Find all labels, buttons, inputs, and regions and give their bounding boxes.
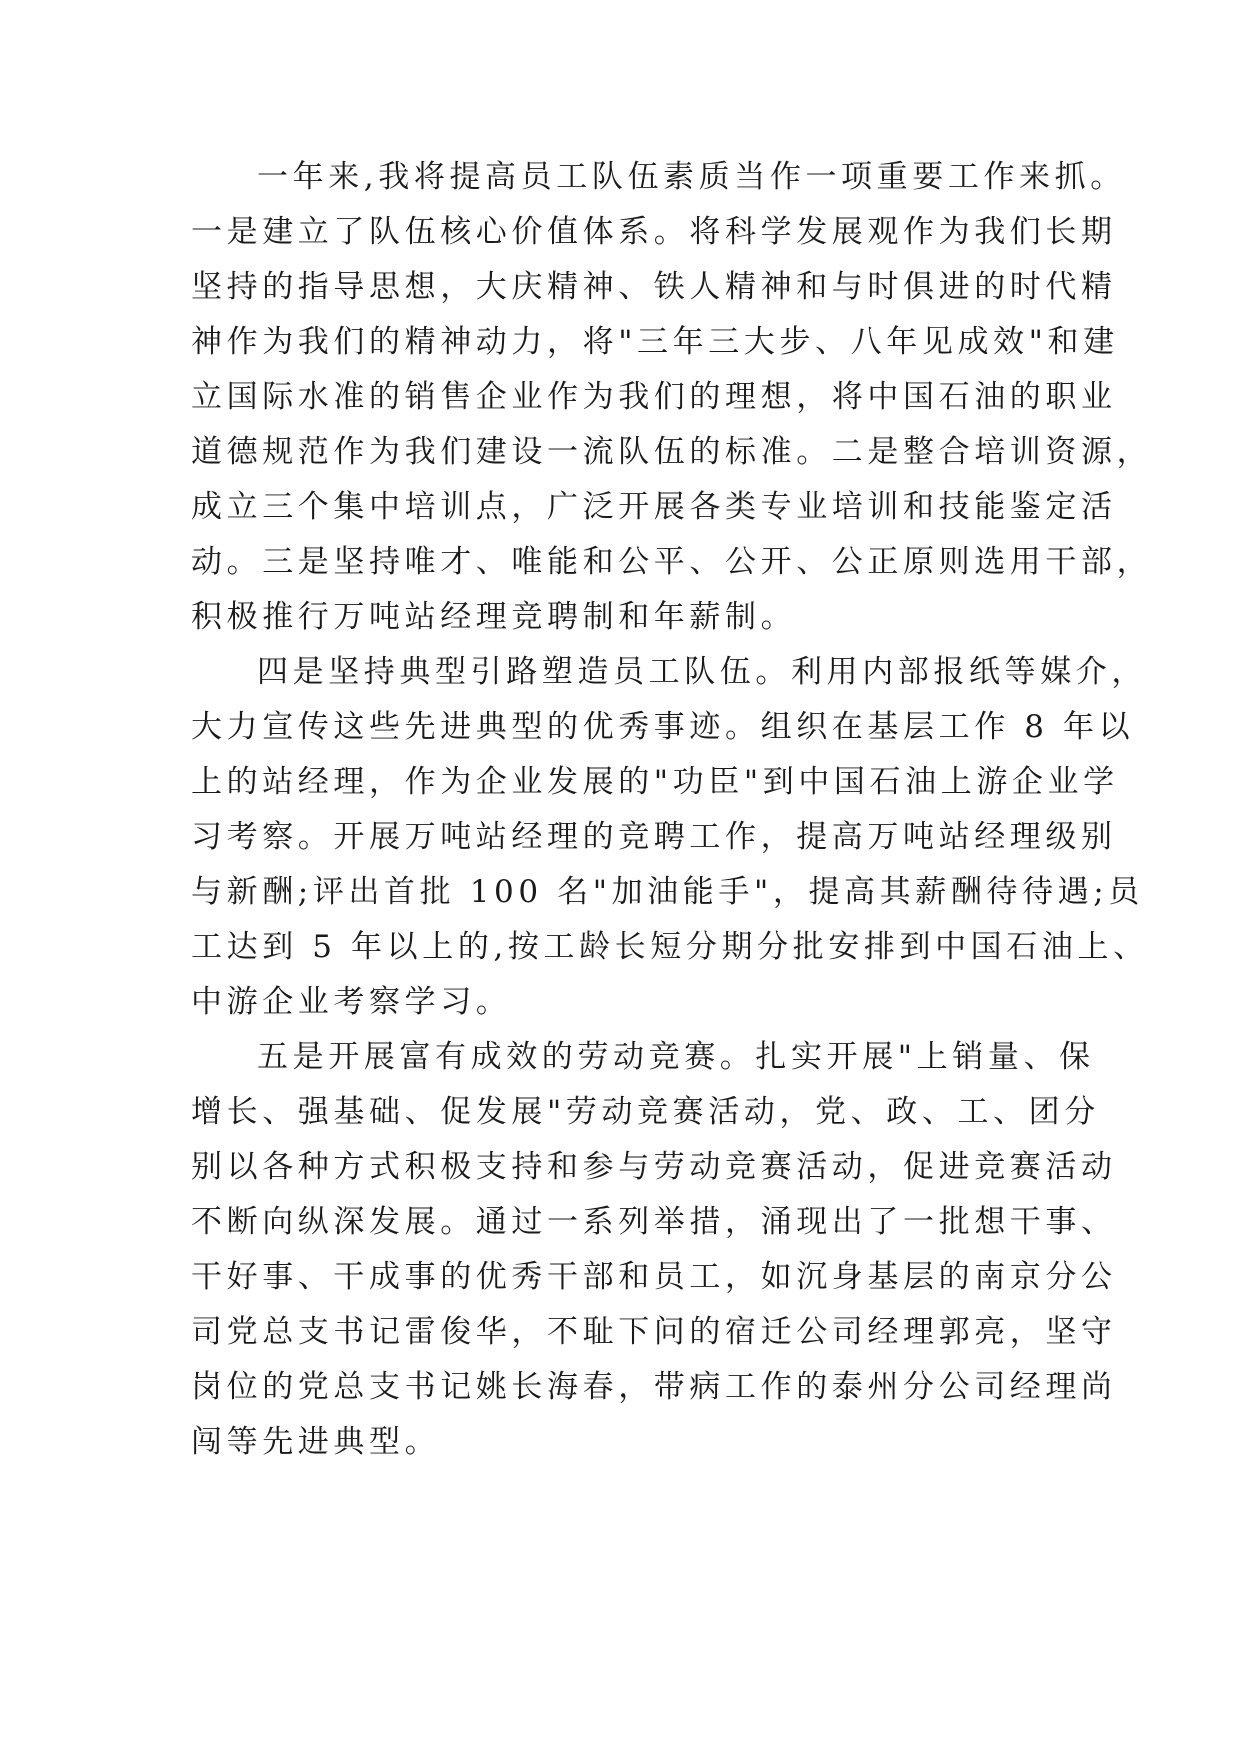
body-text: [191, 150, 1153, 1470]
paragraph-1-line-1: 一年来,我将提高员工队伍素质当作一项重要工作来抓。: [257, 159, 1126, 195]
paragraph-3-line-2: 增长、强基础、促发展"劳动竞赛活动，党、政、工、团分: [191, 1094, 1100, 1130]
paragraph-2-line-4: 习考察。开展万吨站经理的竞聘工作，提高万吨站经理级别: [191, 819, 1117, 855]
paragraph-3-line-3: 别以各种方式积极支持和参与劳动竞赛活动，促进竞赛活动: [191, 1149, 1117, 1185]
paragraph-3-line-5: 干好事、干成事的优秀干部和员工，如沉身基层的南京分公: [191, 1259, 1117, 1295]
paragraph-3-line-6: 司党总支书记雷俊华，不耻下问的宿迁公司经理郭亮，坚守: [191, 1314, 1117, 1350]
paragraph-3-line-1: 五是开展富有成效的劳动竞赛。扎实开展"上销量、保: [257, 1039, 1095, 1075]
paragraph-1-line-6: 道德规范作为我们建设一流队伍的标准。二是整合培训资源，: [191, 434, 1153, 470]
paragraph-1-line-3: 坚持的指导思想，大庆精神、铁人精神和与时俱进的时代精: [191, 269, 1117, 305]
paragraph-1-line-4: 神作为我们的精神动力，将"三年三大步、八年见成效"和建: [191, 324, 1119, 360]
paragraph-1-line-5: 立国际水准的销售企业作为我们的理想，将中国石油的职业: [191, 379, 1117, 415]
paragraph-1-line-2: 一是建立了队伍核心价值体系。将科学发展观作为我们长期: [191, 214, 1117, 250]
paragraph-3-line-7: 岗位的党总支书记姚长海春，带病工作的泰州分公司经理尚: [191, 1369, 1117, 1405]
paragraph-2-line-5: 与新酬;评出首批 100 名"加油能手"，提高其薪酬待待遇;员: [191, 874, 1144, 910]
paragraph-2-line-3: 上的站经理，作为企业发展的"功臣"到中国石油上游企业学: [191, 764, 1119, 800]
paragraph-2-line-1: 四是坚持典型引路塑造员工队伍。利用内部报纸等媒介，: [257, 654, 1147, 690]
paragraph-1-line-7: 成立三个集中培训点，广泛开展各类专业培训和技能鉴定活: [191, 489, 1117, 525]
paragraph-1-line-8: 动。三是坚持唯才、唯能和公平、公开、公正原则选用干部，: [191, 544, 1153, 580]
paragraph-3-line-8: 闯等先进典型。: [191, 1424, 441, 1460]
paragraph-2-line-2: 大力宣传这些先进典型的优秀事迹。组织在基层工作 8 年以: [191, 709, 1135, 745]
paragraph-1-line-9: 积极推行万吨站经理竞聘制和年薪制。: [191, 599, 797, 635]
paragraph-2-line-6: 工达到 5 年以上的,按工龄长短分期分批安排到中国石油上、: [191, 929, 1149, 965]
paragraph-3-line-4: 不断向纵深发展。通过一系列举措，涌现出了一批想干事、: [191, 1204, 1117, 1240]
paragraph-2-line-7: 中游企业考察学习。: [191, 984, 512, 1020]
